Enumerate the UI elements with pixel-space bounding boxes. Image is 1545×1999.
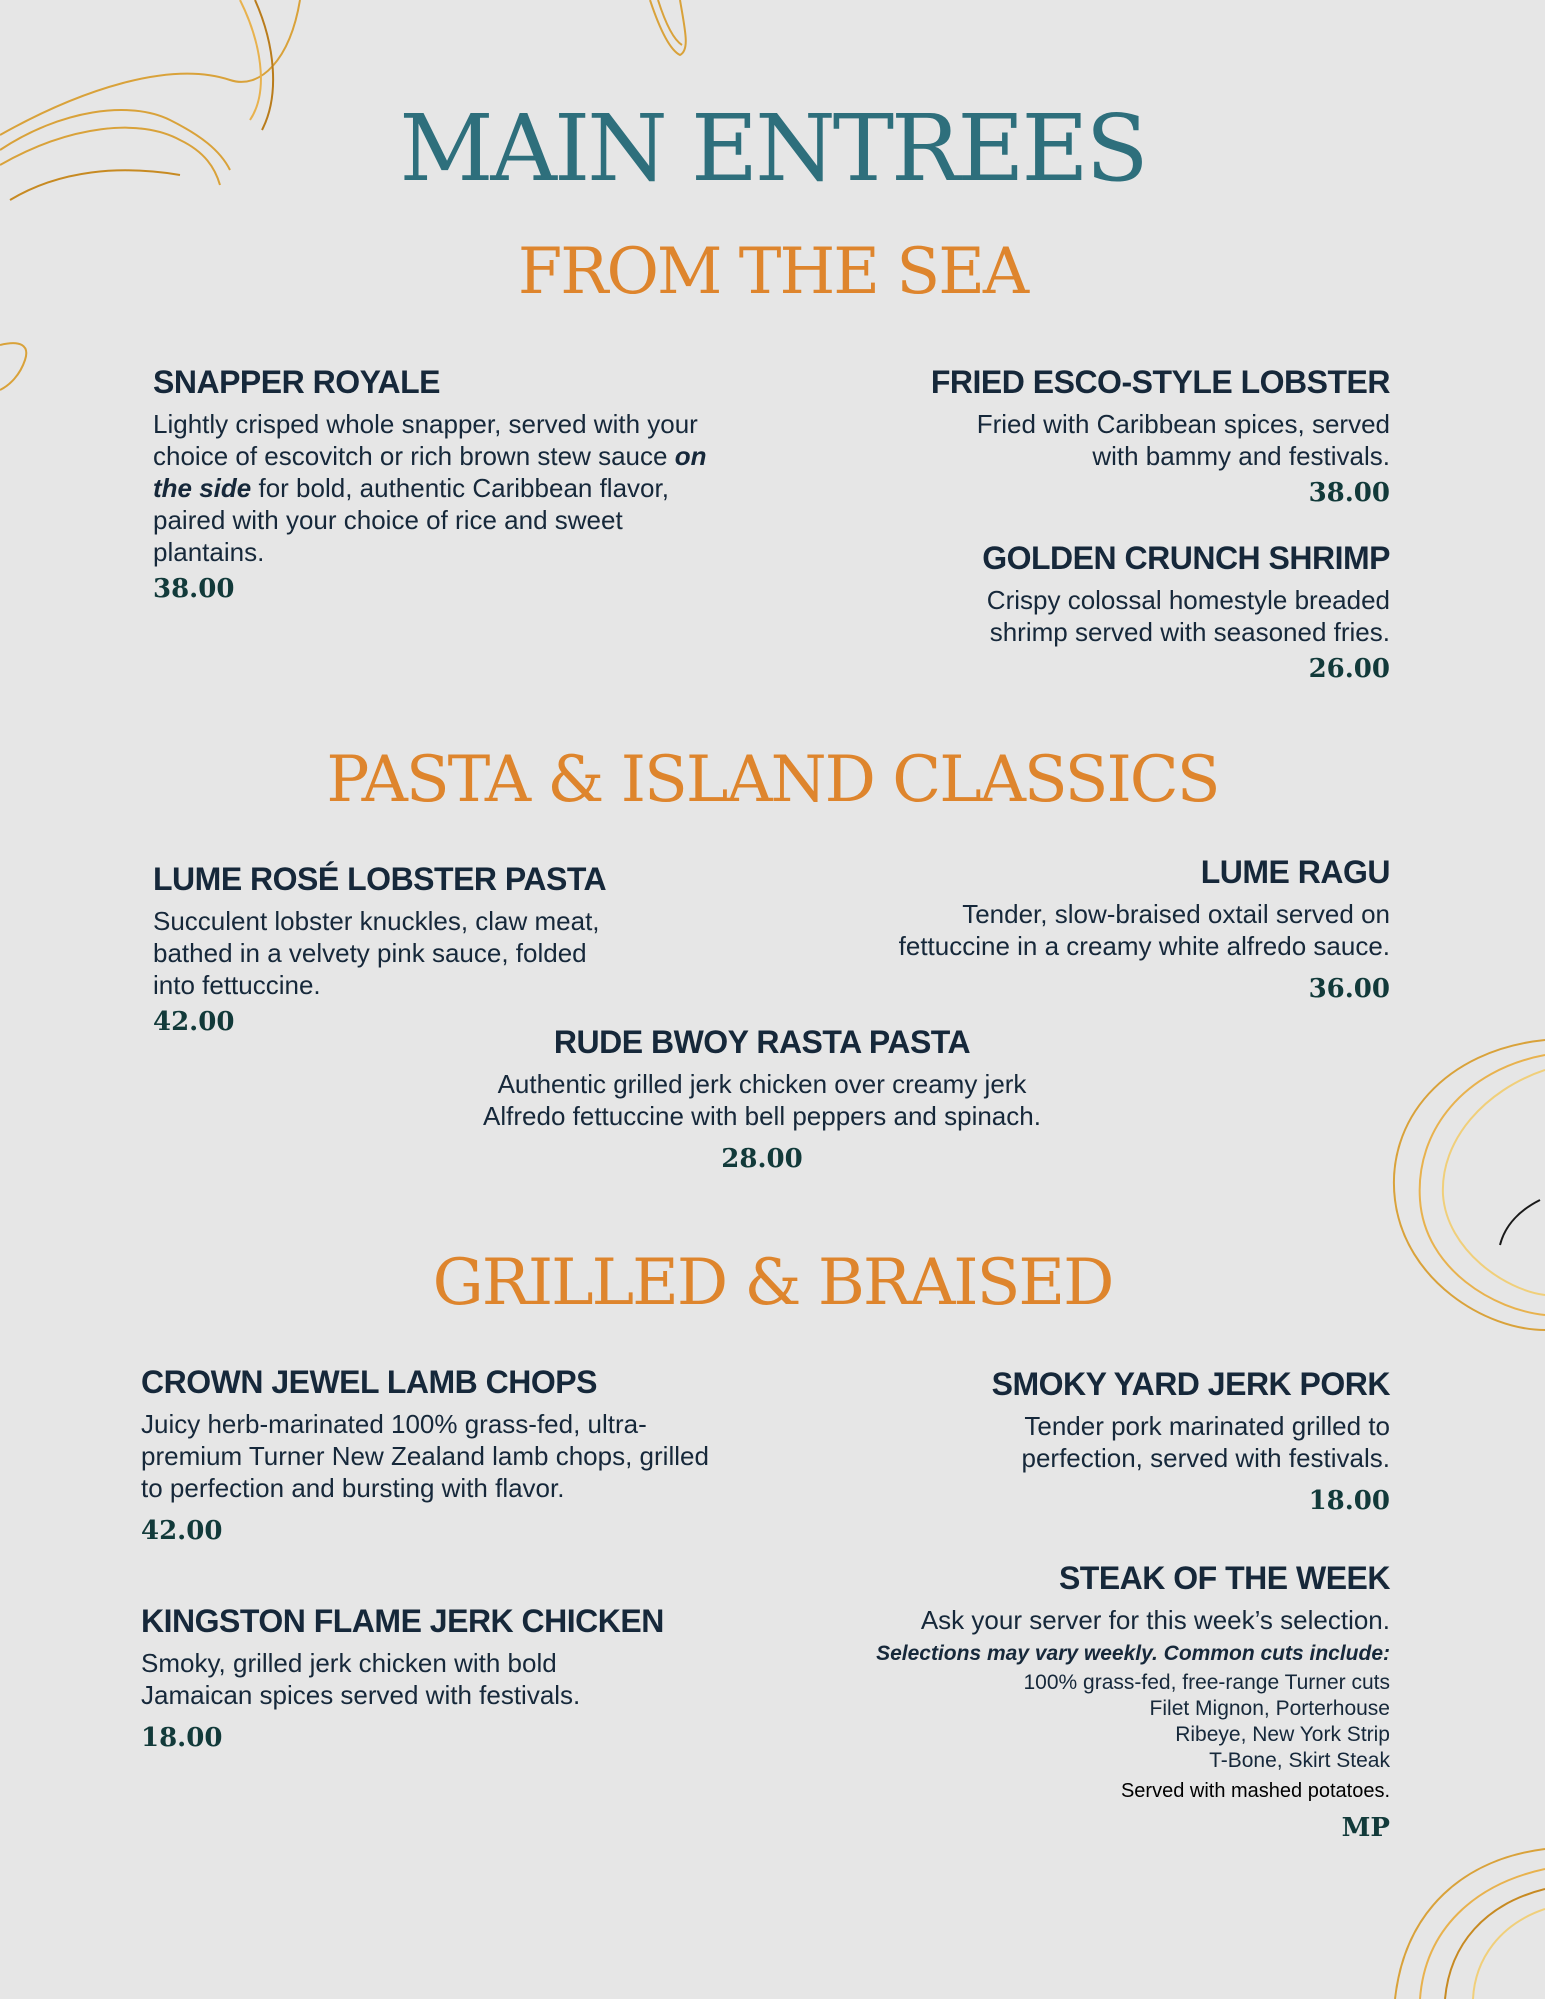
item-price: MP [1341, 1813, 1390, 1844]
item-description: Lightly crisped whole snapper, served with your choice of escovitch or rich brown stew sauce on the side for bold, authentic Caribbean flavor, paired with your choice of rice and sweet plantains. [153, 409, 707, 568]
item-price: 18.00 [1308, 1486, 1390, 1517]
item-name: CROWN JEWEL LAMB CHOPS [141, 1364, 597, 1400]
menu-item-fried-esco-lobster [870, 365, 1390, 508]
item-price: 42.00 [141, 1516, 223, 1547]
item-description: Smoky, grilled jerk chicken with bold Jamaican spices served with festivals. [141, 1648, 581, 1711]
menu-item-rude-bwoy-rasta-pasta [372, 1025, 1152, 1174]
item-price: 38.00 [153, 574, 235, 605]
gold-swirl-bottom-right [1365, 1829, 1545, 1999]
gold-swirl-top-center [640, 0, 700, 70]
menu-item-smoky-yard-jerk-pork [900, 1367, 1390, 1516]
menu-item-lume-ragu [790, 855, 1390, 1004]
item-price: 28.00 [721, 1144, 803, 1175]
menu-item-golden-crunch-shrimp [870, 541, 1390, 684]
item-name: STEAK OF THE WEEK [1058, 1560, 1390, 1596]
cut-line: Ribeye, New York Strip [1175, 1723, 1390, 1747]
item-description: Tender pork marinated grilled to perfection, served with festivals. [1021, 1411, 1390, 1474]
cut-line: T-Bone, Skirt Steak [1209, 1749, 1390, 1773]
menu-item-crown-jewel-lamb-chops [141, 1365, 781, 1546]
item-description: Ask your server for this week’s selection. [920, 1605, 1390, 1636]
item-name: GOLDEN CRUNCH SHRIMP [982, 540, 1390, 576]
item-name: KINGSTON FLAME JERK CHICKEN [141, 1603, 664, 1639]
item-name: FRIED ESCO-STYLE LOBSTER [930, 364, 1390, 400]
section-heading-sea: FROM THE SEA [517, 235, 1028, 309]
item-name: LUME ROSÉ LOBSTER PASTA [153, 861, 607, 897]
section-heading-grilled: GRILLED & BRAISED [432, 1246, 1113, 1320]
gold-swirl-left-edge [0, 335, 40, 395]
section-heading-pasta: PASTA & ISLAND CLASSICS [326, 743, 1219, 817]
item-name: RUDE BWOY RASTA PASTA [553, 1024, 971, 1060]
item-description: Tender, slow-braised oxtail served on fettuccine in a creamy white alfredo sauce. [898, 899, 1390, 962]
item-price: 36.00 [1308, 974, 1390, 1005]
item-name: SNAPPER ROYALE [153, 364, 440, 400]
item-description: Crispy colossal homestyle breaded shrimp served with seasoned fries. [986, 585, 1390, 648]
item-description: Juicy herb-marinated 100% grass-fed, ultra- premium Turner New Zealand lamb chops, grilled to perfection and bursting with flavor. [141, 1409, 709, 1504]
item-description: Authentic grilled jerk chicken over creamy jerk Alfredo fettuccine with bell peppers and spinach. [483, 1069, 1041, 1132]
cut-line: Filet Mignon, Porterhouse [1149, 1697, 1390, 1721]
item-name: SMOKY YARD JERK PORK [991, 1366, 1390, 1402]
cut-line: 100% grass-fed, free-range Turner cuts [1023, 1671, 1390, 1695]
item-price: 26.00 [1308, 654, 1390, 685]
item-description: Succulent lobster knuckles, claw meat, bathed in a velvety pink sauce, folded into fettuccine. [153, 906, 600, 1001]
menu-item-snapper-royale [153, 365, 723, 604]
item-price: 18.00 [141, 1723, 223, 1754]
selection-note: Selections may vary weekly. Common cuts include: [876, 1642, 1390, 1666]
menu-item-kingston-flame-jerk-chicken [141, 1604, 781, 1753]
menu-item-steak-of-the-week [800, 1561, 1390, 1843]
served-with-note: Served with mashed potatoes. [1120, 1780, 1390, 1803]
page-title: MAIN ENTREES [399, 95, 1146, 202]
item-price: 38.00 [1308, 478, 1390, 509]
item-price: 42.00 [153, 1007, 235, 1038]
item-name: LUME RAGU [1200, 854, 1390, 890]
item-description: Fried with Caribbean spices, served with bammy and festivals. [976, 409, 1390, 472]
menu-item-lume-rose-lobster-pasta [153, 862, 713, 1037]
